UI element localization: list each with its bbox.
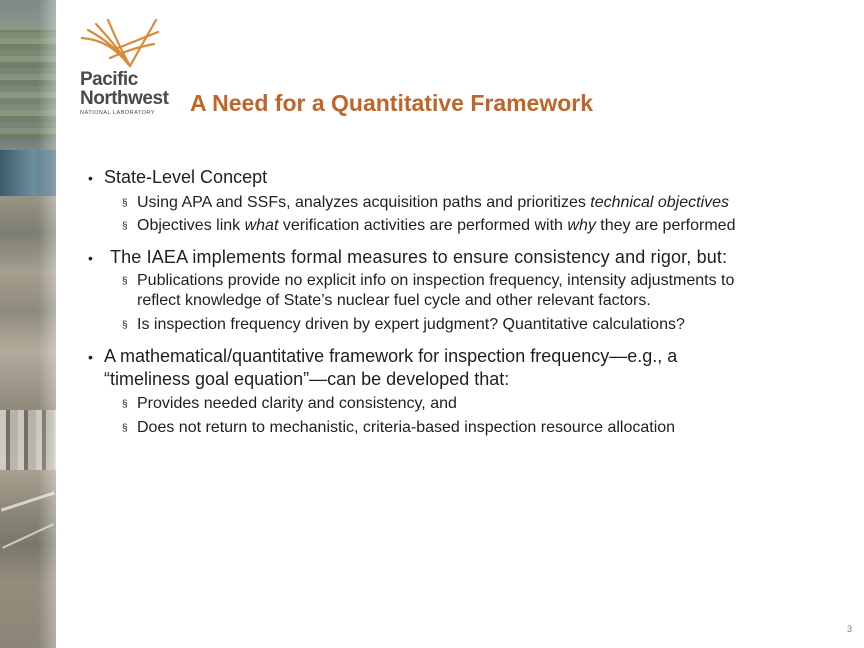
bullet-1-sub-2-text: Objectives link [137,217,245,234]
subbullet-marker: § [122,320,128,331]
bullet-marker: • [88,349,93,365]
logo-name-line2: Northwest [80,88,169,109]
page-number: 3 [846,624,852,634]
logo-mark-icon [80,18,160,70]
logo-subtitle: NATIONAL LABORATORY [80,110,155,116]
bullet-3-line2: “timeliness goal equation”—can be developed that: [104,369,510,389]
photo-shade [38,0,56,648]
bullet-2-sub-2: Is inspection frequency driven by expert judgment? Quantitative calculations? [137,316,685,333]
logo-name-line1: Pacific [80,69,138,90]
bullet-2-sub-1-line1: Publications provide no explicit info on inspection frequency, intensity adjustments to [137,272,735,289]
aerial-photo-strip [0,0,56,648]
bullet-1-sub-2-emphasis: why [567,217,596,234]
bullet-marker: • [88,170,93,186]
pnnl-logo [80,18,190,116]
bullet-2-text: The IAEA implements formal measures to ensure consistency and rigor, but: [110,247,728,267]
subbullet-marker: § [122,423,128,434]
bullet-2-sub-1-line2: reflect knowledge of State’s nuclear fuel cycle and other relevant factors. [137,292,651,309]
subbullet-marker: § [122,399,128,410]
bullet-1-sub-2 [137,217,735,235]
bullet-1-sub-2-text: verification activities are performed with [278,217,568,234]
bullet-marker: • [88,250,93,266]
bullet-1-sub-2-emphasis: what [244,217,279,234]
bullet-1-sub-1-emphasis: technical objectives [590,194,730,211]
bullet-3-sub-2: Does not return to mechanistic, criteria-based inspection resource allocation [137,419,676,436]
bullet-1-text: State-Level Concept [104,167,268,187]
subbullet-marker: § [122,221,128,232]
subbullet-marker: § [122,276,128,287]
bullet-3-sub-1: Provides needed clarity and consistency, and [137,395,457,412]
bullet-1-sub-1 [137,194,729,212]
bullet-1-sub-1-text: Using APA and SSFs, analyzes acquisition paths and prioritizes [137,194,591,211]
slide-title: A Need for a Quantitative Framework [190,90,594,116]
bullet-3-line1: A mathematical/quantitative framework for inspection frequency—e.g., a [104,346,678,366]
bullet-1-sub-2-text: they are performed [595,217,736,234]
subbullet-marker: § [122,198,128,209]
